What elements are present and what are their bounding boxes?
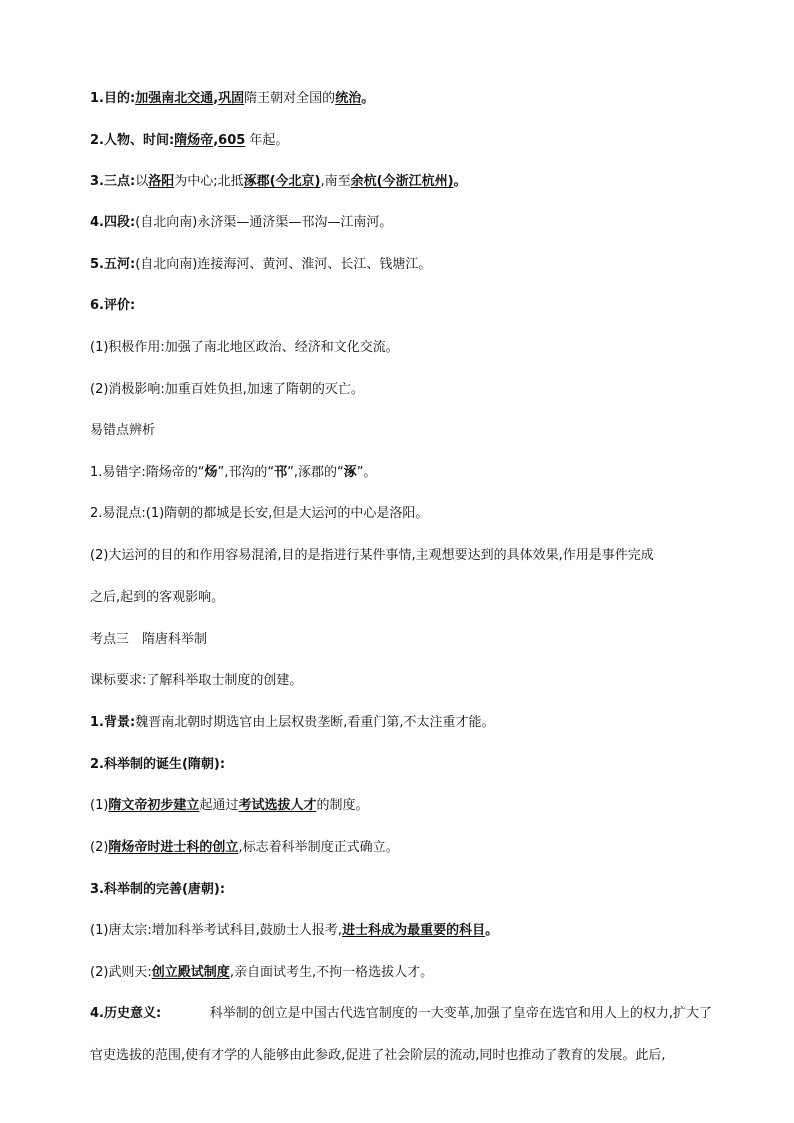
key-term: 考试选拔人才 [238,798,317,813]
text-line [90,715,494,731]
bold-label: 。 [485,923,499,938]
text-line [90,506,428,522]
text-segment: ”,邗沟的“ [217,465,275,480]
text-line [90,174,467,190]
bold-label: 2.科举制的诞生(隋朝): [90,757,226,772]
text-line [90,1048,712,1064]
key-term: 进士科成为最重要的科目 [342,923,486,938]
text-segment: 易错点辨析 [90,423,156,438]
bold-label: 邗 [274,465,288,480]
text-line [90,840,399,856]
bold-label: , [213,133,219,148]
bold-label: 6.评价: [90,298,136,313]
key-term: 隋炀帝 [174,133,214,148]
bold-label: 4.历史意义: [90,1006,162,1021]
text-segment: 隋王朝对全国的 [244,91,336,106]
text-line [90,1006,712,1022]
text-segment: 年起。 [245,133,289,148]
text-segment: 官吏选拔的范围,使有才学的人能够由此参政,促进了社会阶层的流动,同时也推动了教育的发展。此后, [90,1048,666,1063]
bold-label: 涿 [343,465,357,480]
text-segment: ”。 [356,465,377,480]
text-line [90,673,302,689]
bold-label: 3.科举制的完善(唐朝): [90,882,226,897]
bold-label: 。 [361,91,375,106]
text-line [90,91,374,107]
section-heading [90,423,155,439]
key-term: 加强南北交通 [135,91,214,106]
text-segment: (2)大运河的目的和作用容易混淆,目的是指进行某件事情,主观想要达到的具体效果,作用是事件完成 [90,548,654,563]
bold-label: 。 [453,174,467,189]
text-segment: ”,涿郡的“ [287,465,344,480]
text-segment: 考点三 隋唐科举制 [90,632,208,647]
key-term: 隋炀帝时进士科的创立 [108,840,239,855]
text-line [90,257,431,273]
text-segment: 魏晋南北朝时期选官由上层权贵垄断,看重门第,不太注重才能。 [135,715,495,730]
key-term: 涿郡(今北京) [243,174,321,189]
text-segment: 为中心;北抵 [174,174,244,189]
text-segment: 2.易混点:(1)隋朝的都城是长安,但是大运河的中心是洛阳。 [90,506,429,521]
text-segment: ,南至 [320,174,351,189]
text-line [90,215,392,231]
text-segment: (自北向南)永济渠—通济渠—邗沟—江南河。 [135,215,393,230]
bold-label: 3.三点: [90,174,136,189]
bold-label: 5.五河: [90,257,136,272]
text-segment: 课标要求:了解科举取士制度的创建。 [90,673,303,688]
text-segment: 1.易错字:隋炀帝的“ [90,465,205,480]
text-segment: ,亲自面试考生,不拘一格选拔人才。 [229,965,434,980]
bold-label: , [213,91,219,106]
text-line [90,590,224,606]
text-segment: (2) [90,840,109,855]
text-segment: (自北向南)连接海河、黄河、淮河、长江、钱塘江。 [135,257,432,272]
text-segment: ,标志着科举制度正式确立。 [238,840,399,855]
section-heading [90,298,135,314]
text-segment: 之后,起到的客观影响。 [90,590,225,605]
text-segment: 起通过 [199,798,239,813]
text-line [90,965,433,981]
text-line [90,798,368,814]
bold-label: 1.目的: [90,91,136,106]
text-line [90,382,364,398]
text-line [90,340,399,356]
section-heading [90,757,225,773]
bold-label: 2.人物、时间: [90,133,175,148]
text-segment: 以 [135,174,149,189]
key-term: 余杭(今浙江杭州) [350,174,454,189]
text-line [90,548,712,564]
key-term: 洛阳 [148,174,175,189]
text-line [90,923,498,939]
text-line [90,465,377,481]
key-term: 隋文帝初步建立 [108,798,200,813]
bold-label: 1.背景: [90,715,136,730]
bold-label: 4.四段: [90,215,136,230]
text-line [90,133,288,149]
key-term: 巩固 [218,91,245,106]
text-segment: (1) [90,798,109,813]
key-term: 创立殿试制度 [151,965,230,980]
text-segment: 科举制的创立是中国古代选官制度的一大变革,加强了皇帝在选官和用人上的权力,扩大了 [209,1006,712,1021]
key-term: 605 [218,133,246,148]
key-term: 统治 [335,91,362,106]
text-segment: (2)消极影响:加重百姓负担,加速了隋朝的灭亡。 [90,382,364,397]
text-segment: (1)积极作用:加强了南北地区政治、经济和文化交流。 [90,340,399,355]
bold-label: 炀 [204,465,218,480]
text-segment: (2)武则天: [90,965,152,980]
text-segment: (1)唐太宗:增加科举考试科目,鼓励士人报考, [90,923,343,938]
section-heading [90,882,225,898]
section-heading [90,632,207,648]
text-segment: 的制度。 [316,798,369,813]
